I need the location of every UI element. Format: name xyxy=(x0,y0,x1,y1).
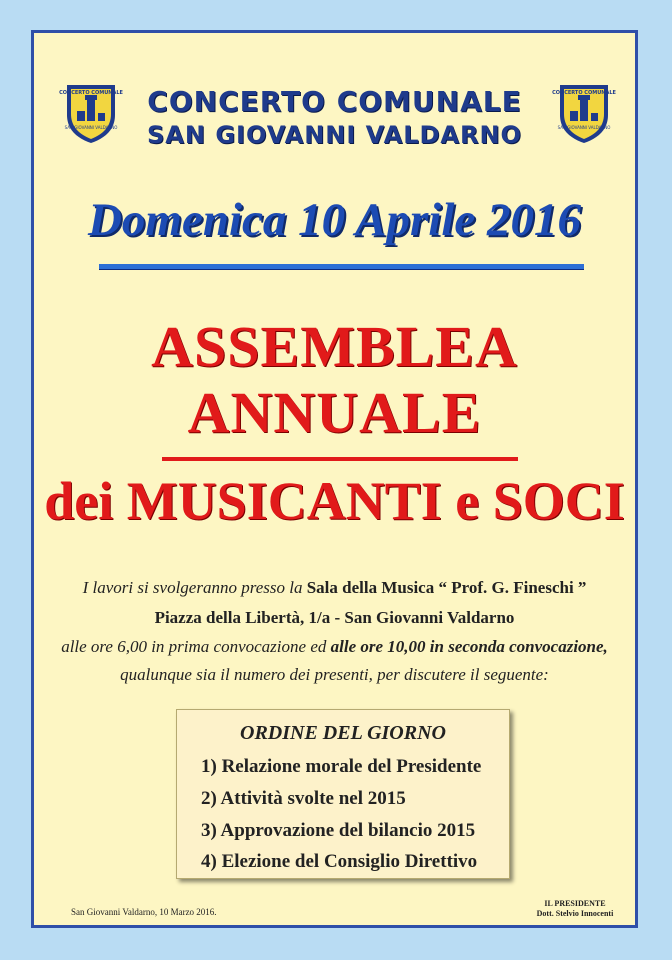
crest-text-left: CONCERTO COMUNALE xyxy=(59,90,123,96)
title-line-1: ASSEMBLEA xyxy=(151,314,518,379)
crest-subtext-right: SAN GIOVANNI VALDARNO xyxy=(557,125,611,130)
venue-intro: I lavori si svolgeranno presso la xyxy=(82,578,307,597)
title-line-2: ANNUALE xyxy=(187,380,482,445)
signatory-role: IL PRESIDENTE xyxy=(544,899,606,908)
venue-address: Piazza della Libertà, 1/a - San Giovanni Valdarno xyxy=(154,608,515,627)
event-date: Domenica 10 Aprile 2016 xyxy=(87,194,582,246)
agenda-item: 4) Elezione del Consiglio Direttivo xyxy=(201,851,478,872)
signature-block xyxy=(524,899,626,919)
agenda-box xyxy=(176,709,510,879)
title-line-3: dei MUSICANTI e SOCI xyxy=(44,471,625,531)
quorum-line: qualunque sia il numero dei presenti, per discutere il seguente: xyxy=(120,665,549,684)
header-title: CONCERTO COMUNALE xyxy=(147,85,522,118)
date-underline xyxy=(99,264,584,269)
signatory-name: Dott. Stelvio Innocenti xyxy=(536,909,614,918)
convocation-line xyxy=(34,636,635,658)
agenda-title: ORDINE DEL GIORNO xyxy=(240,722,446,744)
agenda-item: 2) Attività svolte nel 2015 xyxy=(201,788,406,809)
venue-line xyxy=(34,577,635,599)
header-subtitle: SAN GIOVANNI VALDARNO xyxy=(147,121,522,149)
poster xyxy=(31,30,638,928)
crest-text-right: CONCERTO COMUNALE xyxy=(552,90,616,96)
title-divider xyxy=(162,457,518,461)
agenda-item: 1) Relazione morale del Presidente xyxy=(201,756,482,777)
venue-name: Sala della Musica “ Prof. G. Fineschi ” xyxy=(306,578,587,597)
place-and-date: San Giovanni Valdarno, 10 Marzo 2016. xyxy=(71,907,217,917)
first-convocation: alle ore 6,00 in prima convocazione ed xyxy=(61,637,331,656)
second-convocation: alle ore 10,00 in seconda convocazione, xyxy=(330,637,608,656)
agenda-item: 3) Approvazione del bilancio 2015 xyxy=(201,820,476,841)
crest-subtext-left: SAN GIOVANNI VALDARNO xyxy=(64,125,118,130)
